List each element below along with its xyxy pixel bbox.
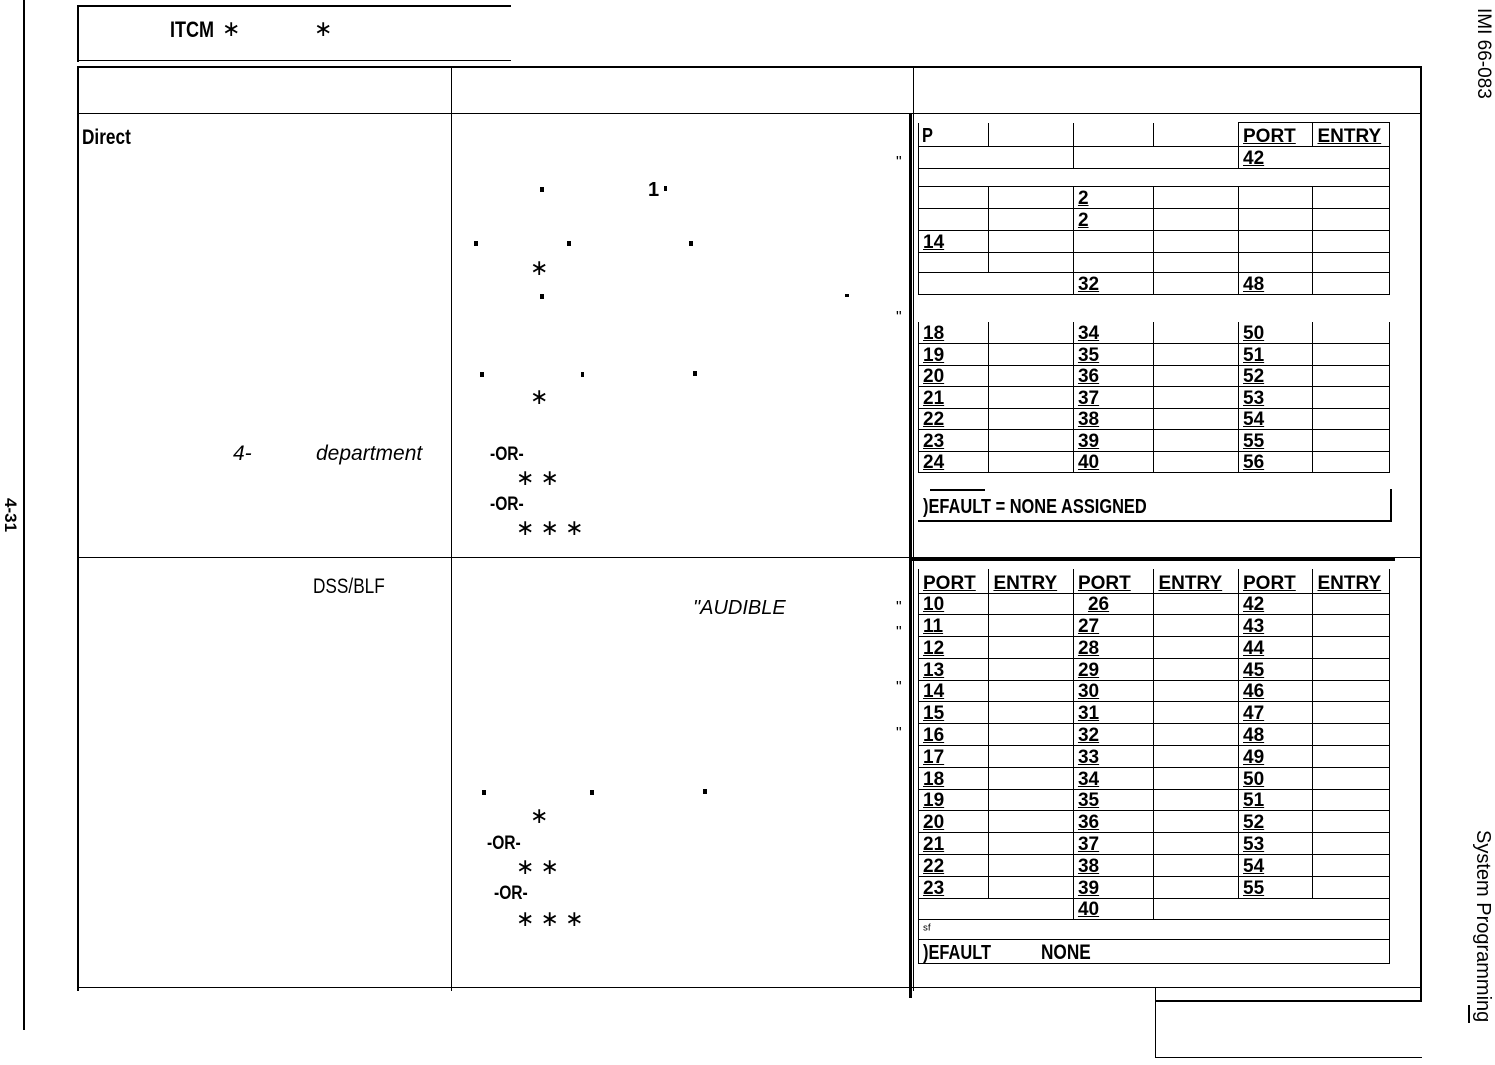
grid-col-stub: P (922, 125, 933, 147)
grid-cell: 50 (1239, 322, 1313, 344)
grid-cell: 13 (919, 658, 989, 680)
table-col-rule-1 (451, 66, 452, 991)
grid-cell: 35 (1073, 344, 1154, 366)
table-top-rule (77, 66, 1422, 68)
star-icon: ∗ ∗ (516, 854, 559, 879)
bullet-dot (540, 187, 544, 192)
col-header-port: PORT (1239, 569, 1313, 593)
bullet-dot (482, 790, 486, 795)
grid-cell: 35 (1073, 789, 1154, 811)
grid-cell: 38 (1073, 408, 1154, 430)
col-header-port: PORT (1239, 123, 1313, 147)
grid-cell: 33 (1073, 746, 1154, 768)
left-margin-rule (23, 0, 25, 1030)
grid-cell: 50 (1239, 767, 1313, 789)
grid-fragment: ˢᶠ (919, 920, 1390, 940)
grid-cell: 42 (1239, 147, 1390, 169)
grid-cell: 56 (1239, 451, 1313, 473)
bullet-dot (540, 294, 544, 299)
grid-cell: 39 (1073, 876, 1154, 898)
grid-cell: 51 (1239, 789, 1313, 811)
grid-cell: 38 (1073, 855, 1154, 877)
header-top-rule (77, 5, 511, 7)
grid-cell: 46 (1239, 680, 1313, 702)
grid-cell: 19 (919, 789, 989, 811)
grid-cell: 48 (1239, 273, 1313, 295)
default-note: )EFAULT (923, 942, 992, 964)
section-title: System Programming (1472, 830, 1494, 1023)
col-header-entry: ENTRY (1313, 123, 1390, 147)
quote-mark: " (896, 599, 902, 616)
col-header-entry: ENTRY (1154, 569, 1239, 593)
grid-cell: 26 (1073, 593, 1154, 615)
grid-cell: 18 (919, 322, 989, 344)
grid-cell: 43 (1239, 615, 1313, 637)
grid-cell: 34 (1073, 767, 1154, 789)
grid-cell: 15 (919, 702, 989, 724)
quote-mark: " (896, 679, 902, 696)
quote-mark: " (896, 309, 902, 326)
bullet-dot (845, 294, 849, 297)
or-label: -OR- (490, 444, 524, 465)
footer-box-left (1155, 988, 1156, 1058)
direct-grid-body (918, 322, 1390, 473)
grid-cell: 28 (1073, 637, 1154, 659)
step-number: 4- (233, 442, 252, 465)
grid-cell: 49 (1239, 746, 1313, 768)
col-header-entry: ENTRY (989, 569, 1074, 593)
right-margin-tick (1468, 1005, 1470, 1023)
footer-box-top (1155, 1000, 1422, 1002)
grid-cell: 32 (1073, 273, 1154, 295)
grid-cell: 52 (1239, 811, 1313, 833)
header-star-icon: ∗ (222, 16, 241, 41)
row-divider-thick (910, 558, 1395, 561)
direct-grid-header (918, 122, 1390, 295)
col-header-port: PORT (1073, 569, 1154, 593)
bullet-dot (480, 372, 484, 377)
grid-cell: 21 (919, 387, 989, 409)
bullet-dot (693, 371, 697, 376)
star-icon: ∗ ∗ (516, 465, 559, 490)
grid-cell: 53 (1239, 833, 1313, 855)
feature-title-direct: Direct (82, 126, 131, 149)
grid-cell: 22 (919, 408, 989, 430)
grid-cell: 36 (1073, 811, 1154, 833)
document-number: IMI 66-083 (1473, 8, 1494, 99)
grid-cell: 12 (919, 637, 989, 659)
grid-cell: 51 (1239, 344, 1313, 366)
default-note: )EFAULT = NONE ASSIGNED (923, 496, 1147, 518)
table-right-rule (1420, 66, 1422, 1001)
grid-cell: 20 (919, 811, 989, 833)
grid-cell: 10 (919, 593, 989, 615)
grid-rule (1390, 489, 1392, 522)
bullet-dot (664, 186, 667, 191)
grid-cell: 22 (919, 855, 989, 877)
grid-cell: 16 (919, 724, 989, 746)
grid-cell: 54 (1239, 408, 1313, 430)
page-number: 4-31 (1, 498, 20, 533)
table-left-rule (77, 66, 79, 991)
star-icon: ∗ (530, 384, 549, 409)
quote-mark: " (896, 624, 902, 641)
star-icon: ∗ ∗ ∗ (516, 906, 584, 931)
or-label: -OR- (490, 494, 524, 515)
grid-cell: 29 (1073, 658, 1154, 680)
header-bottom-rule (77, 60, 511, 61)
header-left-rule (77, 5, 79, 62)
grid-cell: 2 (1073, 187, 1154, 209)
grid-cell: 24 (919, 451, 989, 473)
grid-cell: 32 (1073, 724, 1154, 746)
grid-cell: 37 (1073, 833, 1154, 855)
col-header-entry: ENTRY (1313, 569, 1390, 593)
department-label: department (316, 442, 423, 465)
feature-title-dssblf: DSS/BLF (313, 575, 385, 598)
header-star-icon: ∗ (314, 16, 333, 41)
table-header-rule (77, 113, 1422, 114)
grid-cell: 40 (1073, 898, 1154, 920)
instruction-digit: 1 (648, 179, 660, 201)
grid-cell: 14 (919, 680, 989, 702)
star-icon: ∗ (530, 803, 549, 828)
grid-cell: 47 (1239, 702, 1313, 724)
grid-cell: 20 (919, 365, 989, 387)
grid-thick-left (909, 113, 912, 998)
bullet-dot (703, 789, 707, 794)
footer-box-bottom (1155, 1057, 1422, 1058)
grid-cell: 18 (919, 767, 989, 789)
grid-cell: 2 (1073, 209, 1154, 231)
grid-cell: 37 (1073, 387, 1154, 409)
default-value: NONE (1041, 941, 1091, 964)
grid-cell: 23 (919, 876, 989, 898)
grid-cell: 53 (1239, 387, 1313, 409)
bullet-dot (567, 241, 571, 246)
grid-cell: 11 (919, 615, 989, 637)
bullet-dot (590, 790, 594, 795)
grid-cell: 17 (919, 746, 989, 768)
grid-cell: 40 (1073, 451, 1154, 473)
grid-rule (930, 489, 985, 491)
bullet-dot (581, 372, 584, 377)
quote-mark: " (896, 154, 902, 171)
grid-cell: 31 (1073, 702, 1154, 724)
grid-cell: 21 (919, 833, 989, 855)
grid-cell: 27 (1073, 615, 1154, 637)
grid-rule (918, 520, 1391, 522)
header-code-label: ITCM (170, 17, 215, 42)
quote-mark: " (896, 725, 902, 742)
grid-cell: 23 (919, 430, 989, 452)
table-bottom-rule (77, 987, 1422, 988)
audible-label: "AUDIBLE (693, 597, 786, 619)
grid-cell: 52 (1239, 365, 1313, 387)
grid-cell: 55 (1239, 876, 1313, 898)
grid-cell: 54 (1239, 855, 1313, 877)
grid-cell: 14 (919, 231, 989, 253)
grid-cell: 45 (1239, 658, 1313, 680)
table-col-rule-2 (913, 66, 914, 991)
grid-cell: 42 (1239, 593, 1313, 615)
grid-cell: 19 (919, 344, 989, 366)
or-label: -OR- (487, 833, 521, 854)
star-icon: ∗ (530, 255, 549, 280)
grid-cell: 30 (1073, 680, 1154, 702)
star-icon: ∗ ∗ ∗ (516, 515, 584, 540)
grid-cell: 44 (1239, 637, 1313, 659)
grid-cell: 48 (1239, 724, 1313, 746)
grid-cell: 36 (1073, 365, 1154, 387)
bullet-dot (689, 241, 693, 246)
bullet-dot (474, 241, 478, 246)
grid-cell: 39 (1073, 430, 1154, 452)
grid-cell: 34 (1073, 322, 1154, 344)
dssblf-grid (918, 569, 1390, 964)
col-header-port: PORT (919, 569, 989, 593)
grid-cell: 55 (1239, 430, 1313, 452)
or-label: -OR- (494, 883, 528, 904)
